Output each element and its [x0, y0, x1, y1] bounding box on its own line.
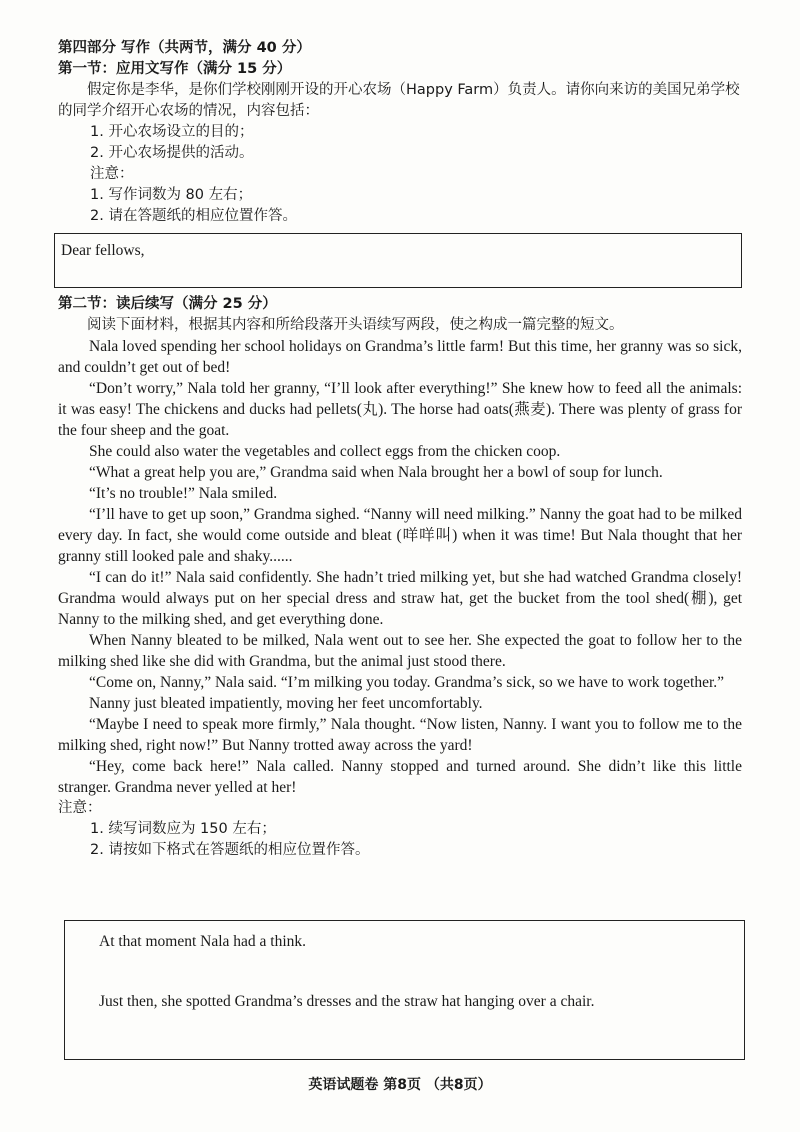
- page-footer: 英语试题卷 第8页 （共8页）: [308, 1077, 492, 1093]
- story-paragraph: “I can do it!” Nala said confidently. She hadn’t tried milking yet, but she had watched Grandma closely! Grandma would always put on her special dress and straw hat, get the bucket from the tool shed(棚), get Nanny to the milking shed, and get everything done.: [58, 569, 742, 628]
- continuation-line-1: At that moment Nala had a think.: [99, 933, 307, 950]
- box-greeting: Dear fellows,: [61, 242, 145, 259]
- story-paragraph: Nanny just bleated impatiently, moving her feet uncomfortably.: [89, 695, 483, 712]
- section2-note: 2. 请按如下格式在答题纸的相应位置作答。: [90, 842, 370, 858]
- story-paragraph: “Hey, come back here!” Nala called. Nanny stopped and turned around. She didn’t like this little stranger. Grandma never yelled at her!: [58, 758, 742, 796]
- story-text: [58, 315, 742, 798]
- story-paragraph: Nala loved spending her school holidays on Grandma’s little farm! But this time, her granny was so sick, and couldn’t get out of bed!: [58, 338, 742, 376]
- story-paragraph: “I’ll have to get up soon,” Grandma sighed. “Nanny will need milking.” Nanny the goat had to be milked every day. In fact, she would come outside and bleat (咩咩叫) when it was time! But Nala thought that her granny still looked pale and shaky......: [58, 506, 742, 565]
- story-paragraph: “What a great help you are,” Grandma said when Nala brought her a bowl of soup for lunch.: [89, 464, 663, 481]
- story-paragraph: “Maybe I need to speak more firmly,” Nala thought. “Now listen, Nanny. I want you to follow me to the milking shed, right now!” But Nanny trotted away across the yard!: [58, 716, 742, 754]
- section1-note: 1. 写作词数为 80 左右；: [90, 187, 253, 203]
- story-paragraph: “Come on, Nanny,” Nala said. “I’m milking you today. Grandma’s sick, so we have to work together.”: [89, 674, 725, 691]
- note-label: 注意：: [90, 166, 134, 182]
- section2-note: 1. 续写词数应为 150 左右；: [90, 821, 276, 837]
- exam-page: [58, 38, 742, 861]
- section1-item: 2. 开心农场提供的活动。: [90, 145, 254, 161]
- note-label: 注意：: [58, 800, 102, 816]
- section2-title: 第二节：读后续写（满分 25 分）: [58, 296, 277, 312]
- section1-title: 第一节：应用文写作（满分 15 分）: [58, 61, 292, 77]
- section1-note: 2. 请在答题纸的相应位置作答。: [90, 208, 297, 224]
- story-paragraph: “It’s no trouble!” Nala smiled.: [89, 485, 278, 502]
- story-paragraph: She could also water the vegetables and collect eggs from the chicken coop.: [89, 443, 561, 460]
- continuation-line-2: Just then, she spotted Grandma’s dresses and the straw hat hanging over a chair.: [99, 993, 595, 1010]
- section1-item: 1. 开心农场设立的目的；: [90, 124, 254, 140]
- answer-box-2: [64, 920, 745, 1060]
- answer-box-1: [54, 233, 742, 288]
- section1-intro: 假定你是李华，是你们学校刚刚开设的开心农场（Happy Farm）负责人。请你向来访的美国兄弟学校的同学介绍开心农场的情况，内容包括：: [58, 82, 740, 119]
- story-paragraph: When Nanny bleated to be milked, Nala went out to see her. She expected the goat to follow her to the milking shed like she did with Grandma, but the animal just stood there.: [58, 632, 742, 670]
- section2-intro: 阅读下面材料，根据其内容和所给段落开头语续写两段，使之构成一篇完整的短文。: [87, 317, 624, 333]
- story-paragraph: “Don’t worry,” Nala told her granny, “I’ll look after everything!” She knew how to feed all the animals: it was easy! The chickens and ducks had pellets(丸). The horse had oats(燕麦). There was plenty of grass for the four sheep and the goat.: [58, 380, 742, 439]
- part-title: 第四部分 写作（共两节，满分 40 分）: [58, 40, 311, 56]
